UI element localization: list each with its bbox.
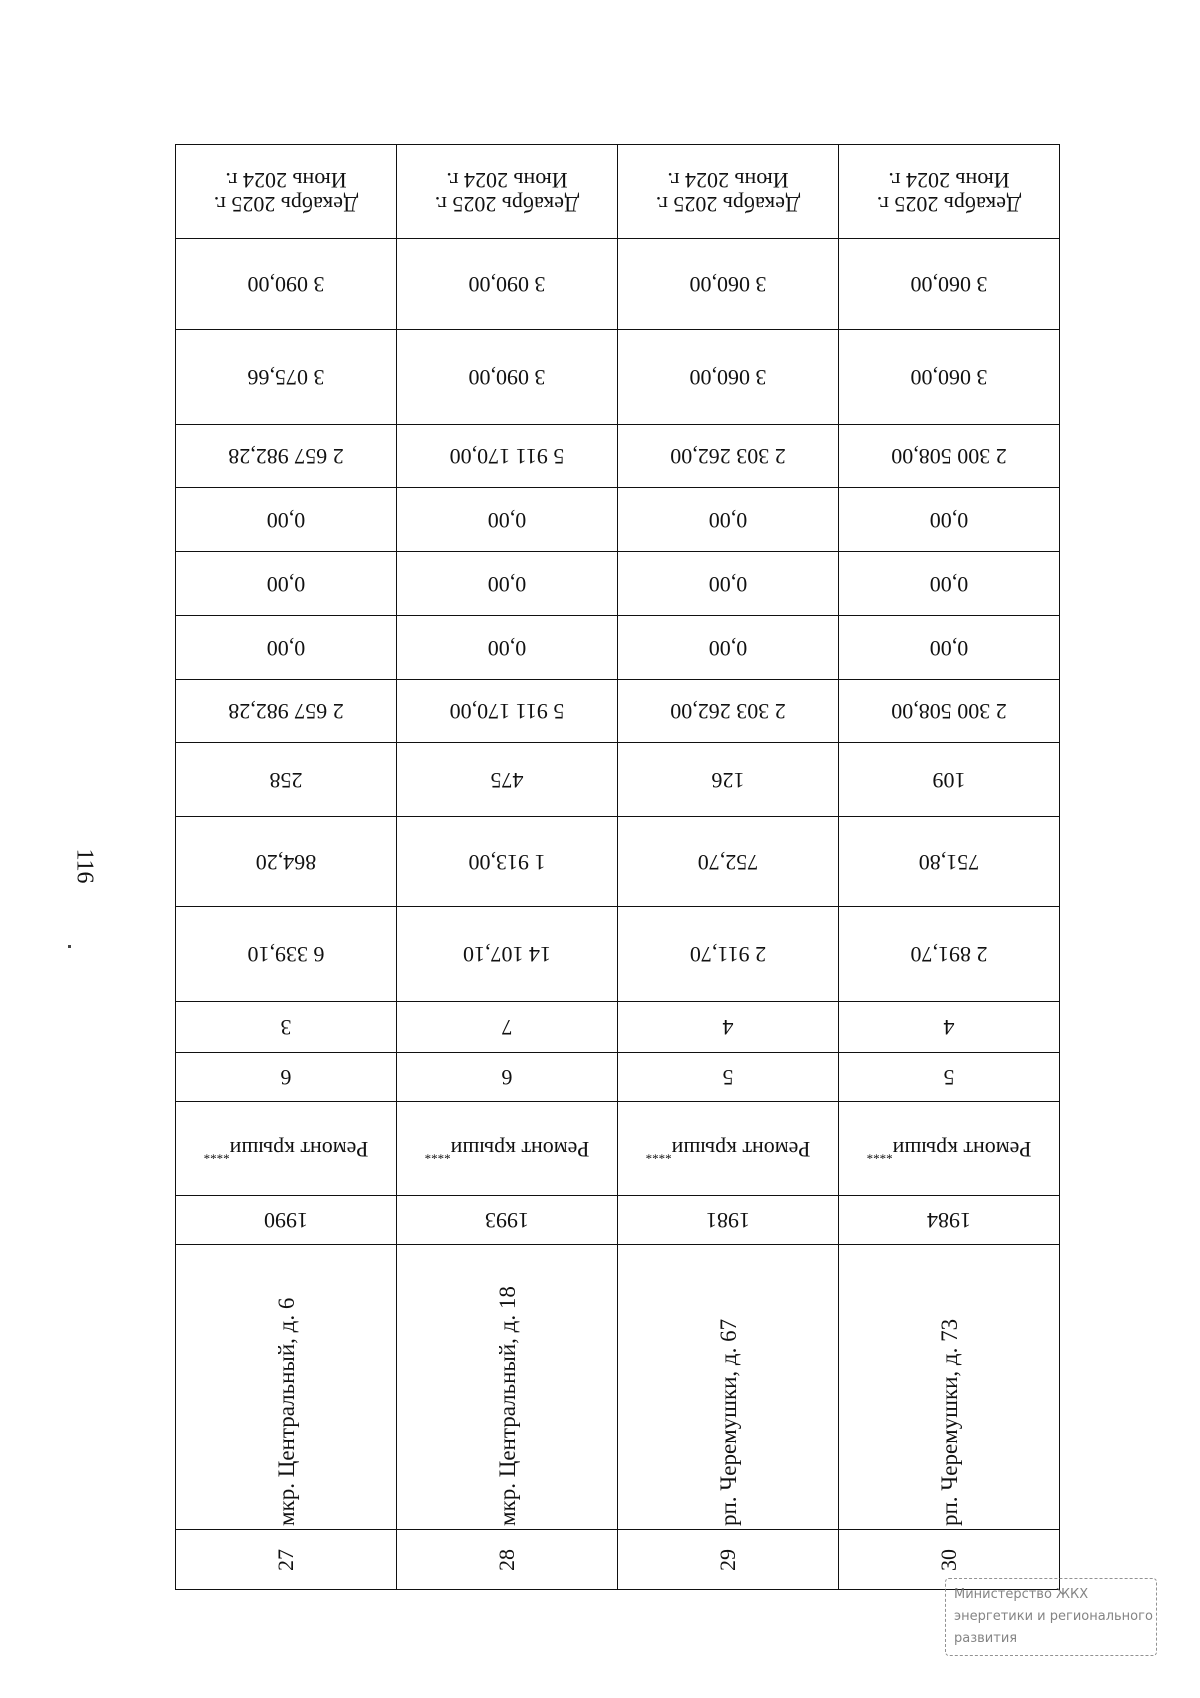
cell-text: 0,00 [266,571,306,597]
cell-text: 0,00 [266,635,306,661]
cell-roof-area [396,816,618,907]
cell-src-fund [617,615,839,680]
cell-text: 28 [493,1548,519,1571]
cell-area [617,906,839,1002]
cell-text: 1981 [706,1208,750,1234]
cell-text: 0,00 [487,507,527,533]
cell-year [617,1195,839,1245]
cell-text: 0,00 [929,635,969,661]
cell-src-fund [175,615,397,680]
cell-max-unit-cost [175,238,397,330]
cell-roof [175,1101,397,1196]
cell-no [175,1529,397,1590]
cell-area [838,906,1060,1002]
cell-entrances [617,1001,839,1053]
cell-owners-cost [838,424,1060,488]
cell-src-fund [396,615,618,680]
cell-area [175,906,397,1002]
cell-address [175,1244,397,1530]
cell-floors [175,1052,397,1102]
cell-max-unit-cost [838,238,1060,330]
cell-total-cost [838,679,1060,743]
cell-address [838,1244,1060,1530]
cell-text: 14 107,10 [463,942,551,968]
cell-period [175,144,397,239]
cell-entrances [838,1001,1060,1053]
cell-roof-area [175,816,397,907]
cell-src-local [175,487,397,552]
cell-unit-cost [838,329,1060,425]
cell-text: 126 [711,767,745,793]
cell-no [617,1529,839,1590]
cell-total-cost [175,679,397,743]
cell-text: 475 [490,767,524,793]
cell-text: 6 [280,1065,292,1091]
cell-period [838,144,1060,239]
cell-text: Ремонт крыши**** [645,1136,811,1162]
ministry-stamp: Министерство ЖКХ энергетики и регионального развития [945,1578,1157,1656]
cell-residents [396,742,618,817]
cell-src-fund [838,615,1060,680]
cell-period [396,144,618,239]
cell-text: 3 060,00 [689,272,767,298]
cell-floors [617,1052,839,1102]
cell-no [396,1529,618,1590]
cell-text: 6 [501,1065,513,1091]
cell-entrances [175,1001,397,1053]
cell-text: 5 911 170,00 [449,699,565,725]
cell-src-budget [396,551,618,616]
cell-text: 27 [272,1548,298,1571]
cell-src-local [396,487,618,552]
cell-text: Ремонт крыши**** [424,1136,590,1162]
cell-text: 3 060,00 [910,365,988,391]
cell-residents [617,742,839,817]
cell-text: 0,00 [266,507,306,533]
cell-text: 0,00 [708,571,748,597]
cell-text: 2 303 262,00 [670,444,786,470]
cell-year [838,1195,1060,1245]
cell-text: 0,00 [929,571,969,597]
cell-text: 3 090,00 [468,365,546,391]
cell-text: 1990 [264,1208,308,1234]
cell-text: рп. Черемушки, д. 73 [937,1318,962,1526]
cell-text: 0,00 [487,571,527,597]
cell-text: 5 [722,1065,734,1091]
cell-text: 2 300 508,00 [891,699,1007,725]
cell-address [617,1244,839,1530]
cell-text: Ремонт крыши**** [203,1136,369,1162]
cell-text: 0,00 [487,635,527,661]
cell-src-local [838,487,1060,552]
cell-text: 2 657 982,28 [228,444,344,470]
cell-text: Декабрь 2025 г. Июнь 2024 г. [434,167,580,217]
cell-entrances [396,1001,618,1053]
cell-text: 751,80 [918,849,980,875]
cell-text: 4 [943,1015,955,1041]
cell-year [396,1195,618,1245]
cell-text: Декабрь 2025 г. Июнь 2024 г. [655,167,801,217]
cell-src-budget [617,551,839,616]
cell-text: 1984 [927,1208,971,1234]
cell-residents [175,742,397,817]
cell-text: 3 090,00 [247,272,325,298]
cell-floors [838,1052,1060,1102]
cell-text: 3 [280,1015,292,1041]
cell-text: 752,70 [697,849,759,875]
cell-total-cost [617,679,839,743]
cell-text: 3 060,00 [910,272,988,298]
cell-text: 0,00 [929,507,969,533]
cell-residents [838,742,1060,817]
cell-address [396,1244,618,1530]
cell-text: 2 911,70 [689,942,767,968]
cell-text: Ремонт крыши**** [866,1136,1032,1162]
cell-max-unit-cost [617,238,839,330]
cell-area [396,906,618,1002]
cell-text: 2 657 982,28 [228,699,344,725]
cell-text: 29 [714,1548,740,1571]
cell-owners-cost [175,424,397,488]
cell-text: мкр. Центральный, д. 6 [274,1297,299,1526]
cell-floors [396,1052,618,1102]
margin-dot [68,945,71,948]
cell-text: 1993 [485,1208,529,1234]
cell-roof-area [617,816,839,907]
cell-roof [617,1101,839,1196]
cell-text: 0,00 [708,507,748,533]
cell-unit-cost [175,329,397,425]
cell-src-budget [838,551,1060,616]
cell-text: 2 303 262,00 [670,699,786,725]
cell-text: 5 [943,1065,955,1091]
cell-text: мкр. Центральный, д. 18 [495,1286,520,1526]
cell-text: 6 339,10 [247,942,325,968]
cell-roof [396,1101,618,1196]
cell-text: 5 911 170,00 [449,444,565,470]
cell-text: 3 075,66 [247,365,325,391]
cell-max-unit-cost [396,238,618,330]
cell-text: 4 [722,1015,734,1041]
cell-text: 258 [269,767,303,793]
cell-text: 3 090,00 [468,272,546,298]
cell-year [175,1195,397,1245]
cell-text: Декабрь 2025 г. Июнь 2024 г. [876,167,1022,217]
cell-text: рп. Черемушки, д. 67 [716,1318,741,1526]
cell-unit-cost [396,329,618,425]
cell-text: 109 [932,767,966,793]
cell-text: 2 891,70 [910,942,988,968]
cell-owners-cost [396,424,618,488]
cell-src-budget [175,551,397,616]
cell-text: 7 [501,1015,513,1041]
cell-text: Декабрь 2025 г. Июнь 2024 г. [213,167,359,217]
cell-text: 864,20 [255,849,317,875]
cell-text: 2 300 508,00 [891,444,1007,470]
cell-src-local [617,487,839,552]
repair-table [176,145,1060,1590]
cell-unit-cost [617,329,839,425]
cell-text: 3 060,00 [689,365,767,391]
cell-owners-cost [617,424,839,488]
cell-text: 30 [935,1548,961,1571]
cell-roof-area [838,816,1060,907]
cell-total-cost [396,679,618,743]
cell-text: 0,00 [708,635,748,661]
cell-roof [838,1101,1060,1196]
cell-text: 1 913,00 [468,849,546,875]
cell-period [617,144,839,239]
